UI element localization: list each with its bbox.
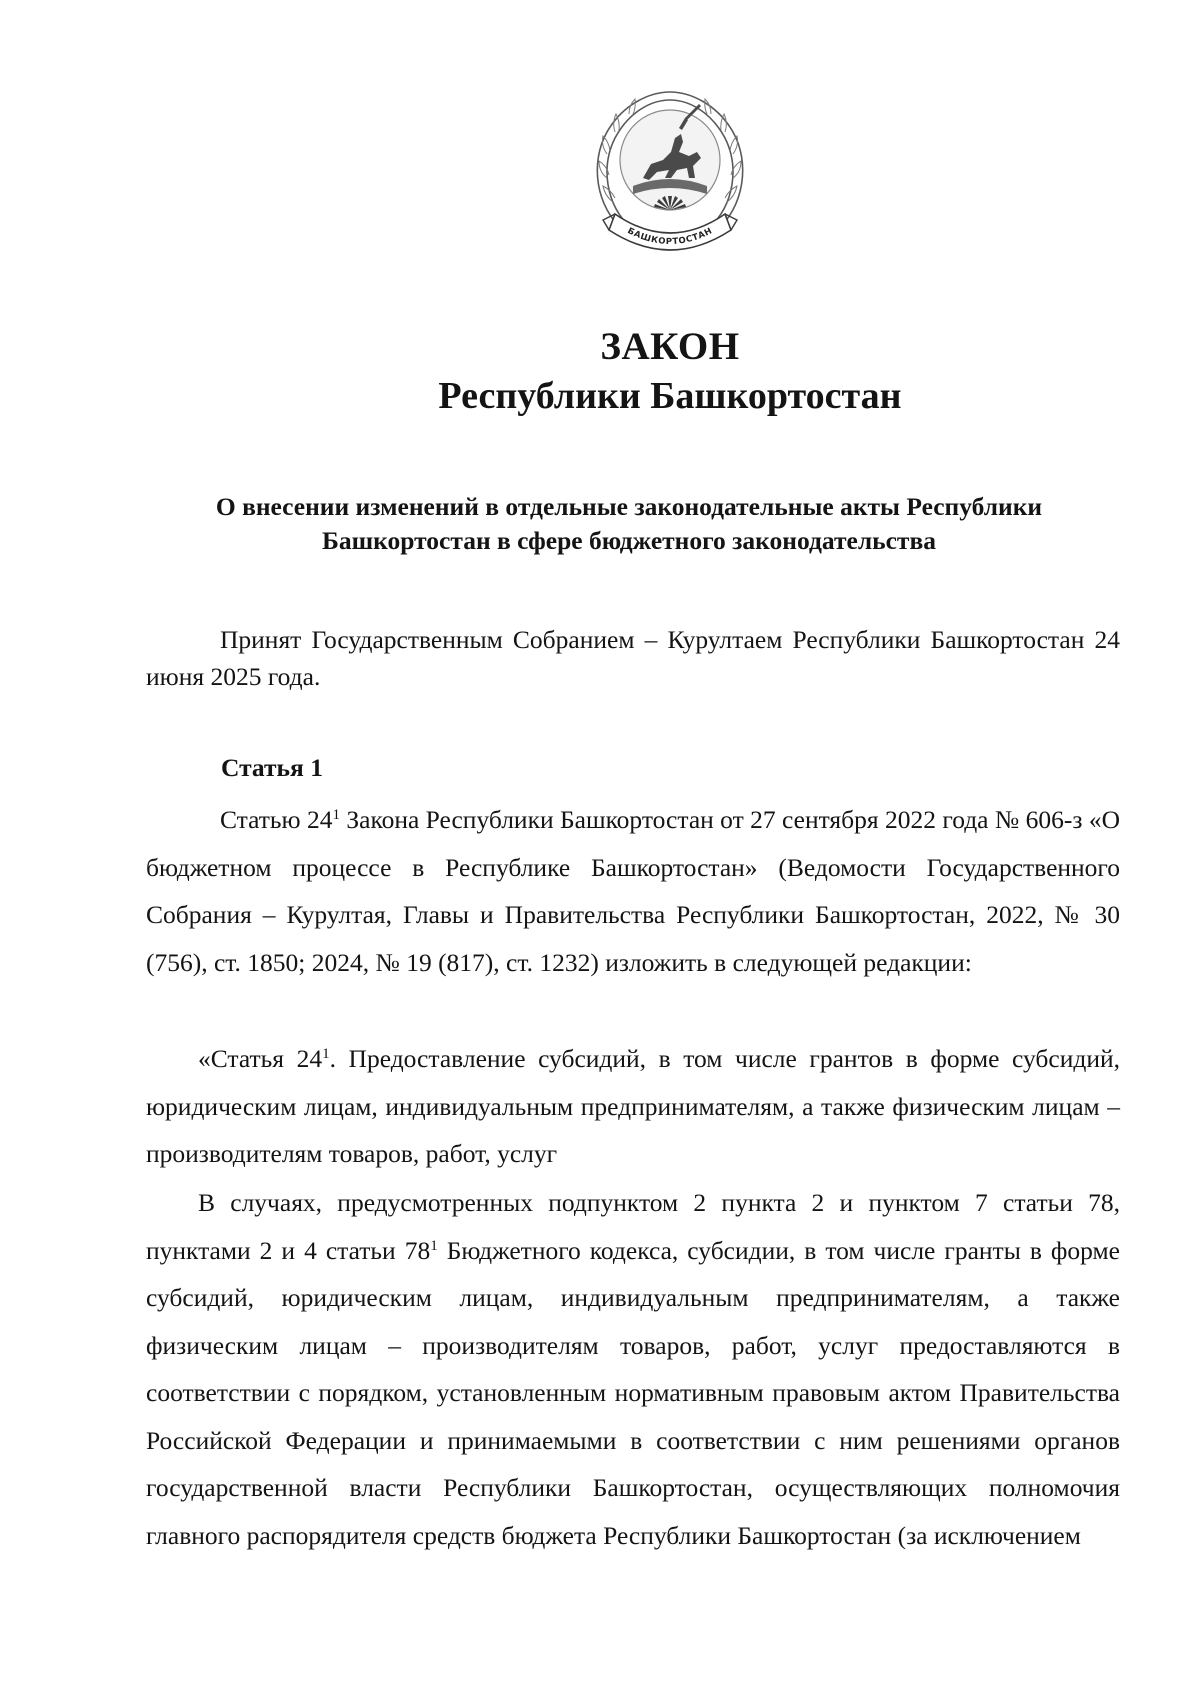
quoted-paragraph-superscript: 1 — [430, 1237, 438, 1254]
emblem-ribbon-text: БАШКОРТОСТАН — [625, 226, 715, 248]
quoted-title-start: «Статья 24 — [198, 1044, 323, 1073]
document-type-title: ЗАКОН — [600, 325, 740, 368]
quoted-article-paragraph — [146, 1179, 1120, 1559]
quoted-article-title — [146, 1035, 1120, 1178]
article-1-text-end: Закона Республики Башкортостан от 27 сентября 2022 года № 606-з «О бюджетном процессе в Республике Башкортостан» (Ведомости Государственного Собрания – Курултая, Главы и Правительства Республики Башкортостан, 2022, № 30 (756), ст. 1850; 2024, № 19 (817), ст. 1232) изложить в следующей редакции: — [146, 805, 1120, 977]
article-1-text-start: Статью 24 — [220, 805, 333, 834]
article-1-superscript: 1 — [332, 807, 340, 823]
bashkortostan-coat-of-arms-icon — [585, 82, 755, 260]
adoption-paragraph: Принят Государственным Собранием – Курултаем Республики Башкортостан 24 июня 2025 года. — [146, 625, 1120, 691]
law-heading: О внесении изменений в отдельные законодательные акты Республики Башкортостан в сфере бюджетного законодательства — [215, 492, 1043, 555]
quoted-paragraph-end: Бюджетного кодекса, субсидии, в том числе гранты в форме субсидий, юридическим лицам, индивидуальным предпринимателям, а также физическим лицам – производителям товаров, работ, услуг предоставляются в соответствии с порядком, установленным нормативным правовым актом Правительства Российской Федерации и принимаемыми в соответствии с ним решениями органов государственной власти Республики Башкортостан, осуществляющих полномочия главного распорядителя средств бюджета Республики Башкортостан (за исключением — [146, 1235, 1120, 1550]
quoted-title-superscript: 1 — [322, 1046, 330, 1062]
article-1-paragraph — [146, 796, 1120, 986]
quoted-title-end: . Предоставление субсидий, в том числе грантов в форме субсидий, юридическим лицам, индивидуальным предпринимателям, а также физическим лицам – производителям товаров, работ, услуг — [146, 1044, 1120, 1168]
document-subject-title: Республики Башкортостан — [438, 375, 902, 417]
article-1-title: Статья 1 — [221, 753, 323, 782]
quoted-paragraph-start: В случаях, предусмотренных подпунктом 2 пункта 2 и пунктом 7 статьи 78, пунктами 2 и 4 статьи 78 — [146, 1188, 1120, 1265]
